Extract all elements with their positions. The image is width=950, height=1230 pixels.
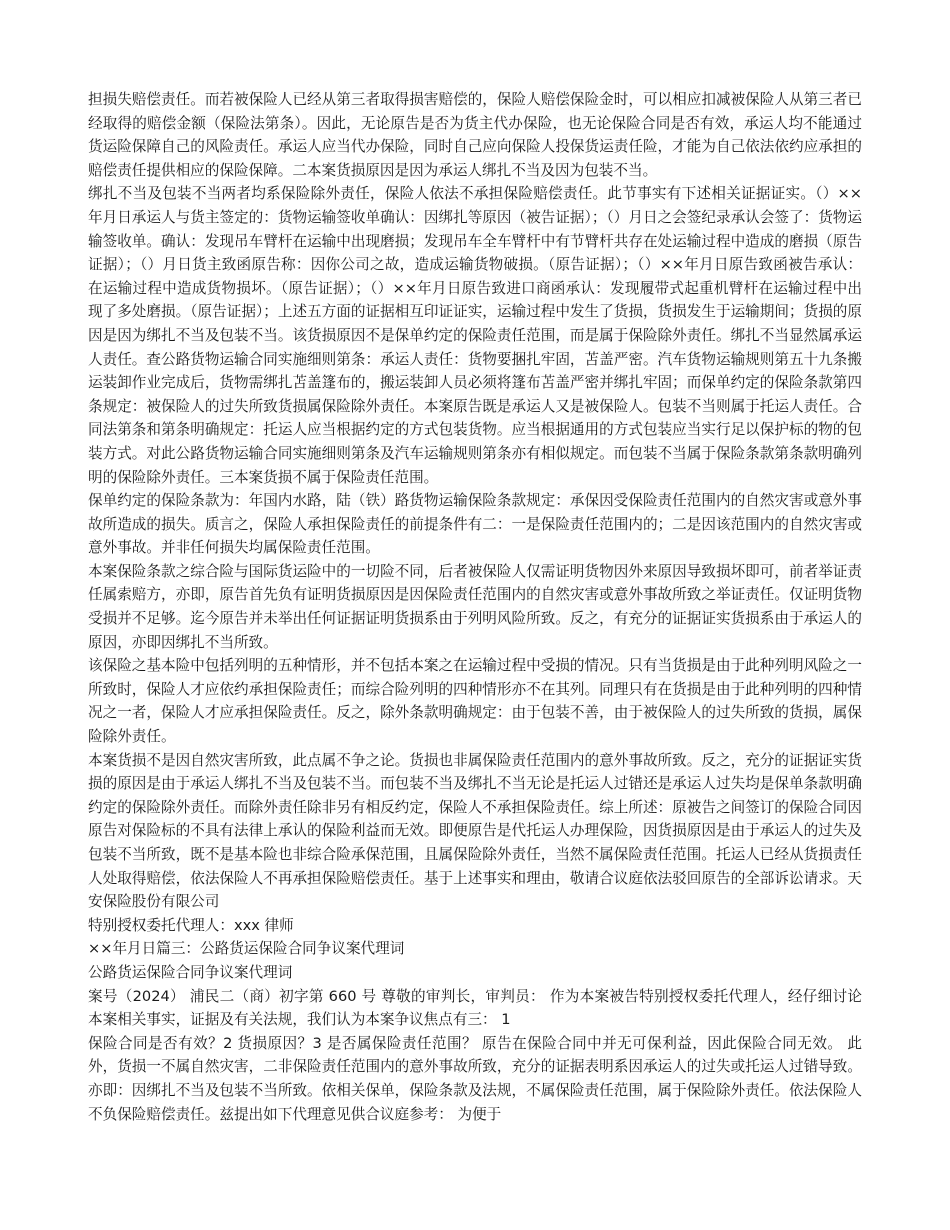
paragraph: 本案保险条款之综合险与国际货运险中的一切险不同，后者被保险人仅需证明货物因外来原因导致损坏即可，前者举证责任属索赔方，亦即，原告首先负有证明货损原因是因保险责任范围内的自然灾害或意外事故所致之举证责任。仅证明货物受损并不足够。迄今原告并未举出任何证据证明货损系由于列明风险所致。反之，有充分的证据证实货损系由于承运人的原因，亦即因绑扎不当所致。 (88, 562, 862, 651)
paragraph: 案号（2024） 浦民二（商）初字第 660 号 尊敬的审判长，审判员： 作为本案被告特别授权委托代理人，经仔细讨论本案相关事实，证据及有关法规，我们认为本案争议焦点有三： 1 (88, 987, 862, 1029)
paragraph: 保险合同是否有效？2 货损原因？3 是否属保险责任范围？ 原告在保险合同中并无可保利益，因此保险合同无效。 此外，货损一不属自然灾害，二非保险责任范围内的意外事故所致，充分的证据表明系因承运人的过失或托运人过错导致。亦即：因绑扎不当及包装不当所致。依相关保单，保险条款及法规，不属保险责任范围，属于保险除外责任。依法保险人不负保险赔偿责任。兹提出如下代理意见供合议庭参考： 为便于 (88, 1034, 862, 1123)
section-heading: ××年月日篇三：公路货运保险合同争议案代理词 (88, 940, 405, 958)
paragraph: 保单约定的保险条款为：年国内水路，陆（铁）路货物运输保险条款规定：承保因受保险责任范围内的自然灾害或意外事故所造成的损失。质言之，保险人承担保险责任的前提条件有二：一是保险责任范围内的；二是因该范围内的自然灾害或意外事故。并非任何损失均属保险责任范围。 (88, 492, 862, 557)
document-body (88, 88, 862, 1126)
paragraph: 本案货损不是因自然灾害所致，此点属不争之论。货损也非属保险责任范围内的意外事故所致。反之，充分的证据证实货损的原因是由于承运人绑扎不当及包装不当。而包装不当及绑扎不当无论是托运人过错还是承运人过失均是保单条款明确约定的保险除外责任。而除外责任除非另有相反约定，保险人不承担保险责任。综上所述：原被告之间签订的保险合同因原告对保险标的不具有法律上承认的保险利益而无效。即便原告是代托运人办理保险，因货损原因是由于承运人的过失及包装不当所致，既不是基本险也非综合险承保范围，且属保险除外责任，当然不属保险责任范围。托运人已经从货损责任人处取得赔偿，依法保险人不再承担保险赔偿责任。基于上述事实和理由，敬请合议庭依法驳回原告的全部诉讼请求。天安保险股份有限公司 (88, 751, 862, 911)
paragraph: 绑扎不当及包装不当两者均系保险除外责任，保险人依法不承担保险赔偿责任。此节事实有下述相关证据证实。（）××年月日承运人与货主签定的：货物运输签收单确认：因绑扎等原因（被告证据）；（）月日之会签纪录承认会签了：货物运输签收单。确认：发现吊车臂杆在运输中出现磨损；发现吊车全车臂杆中有节臂杆共存在处运输过程中造成的磨损（原告证据）；（）月日货主致函原告称：因你公司之故，造成运输货物破损。（原告证据）；（）××年月日原告致函被告承认：在运输过程中造成货物损坏。（原告证据）；（）××年月日原告致进口商函承认：发现履带式起重机臂杆在运输过程中出现了多处磨损。（原告证据）；上述五方面的证据相互印证证实，运输过程中发生了货损，货损发生于运输期间；货损的原因是因为绑扎不当及包装不当。该货损原因不是保单约定的保险责任范围，而是属于保险除外责任。绑扎不当显然属承运人责任。查公路货物运输合同实施细则第条：承运人责任：货物要捆扎牢固，苫盖严密。汽车货物运输规则第五十九条搬运装卸作业完成后，货物需绑扎苫盖篷布的，搬运装卸人员必须将篷布苫盖严密并绑扎牢固；而保单约定的保险条款第四条规定：被保险人的过失所致货损属保险除外责任。本案原告既是承运人又是被保险人。包装不当则属于托运人责任。合同法第条和第条明确规定：托运人应当根据约定的方式包装货物。应当根据通用的方式包装应当实行足以保护标的物的包装方式。对此公路货物运输合同实施细则第条及汽车运输规则第条亦有相似规定。而包装不当属于保险条款第条款明确列明的保险除外责任。三本案货损不属于保险责任范围。 (88, 185, 862, 486)
paragraph: 担损失赔偿责任。而若被保险人已经从第三者取得损害赔偿的，保险人赔偿保险金时，可以相应扣减被保险人从第三者已经取得的赔偿金额（保险法第条）。因此，无论原告是否为货主代办保险，也无论保险合同是否有效，承运人均不能通过货运险保障自己的风险责任。承运人应当代办保险，同时自己应向保险人投保货运责任险，才能为自己依法依约应承担的赔偿责任提供相应的保险保障。二本案货损原因是因为承运人绑扎不当及因为包装不当。 (88, 91, 862, 179)
signature-line: 特别授权委托代理人：xxx 律师 (88, 916, 294, 934)
document-title: 公路货运保险合同争议案代理词 (88, 963, 293, 981)
paragraph: 该保险之基本险中包括列明的五种情形，并不包括本案之在运输过程中受损的情况。只有当货损是由于此种列明风险之一所致时，保险人才应依约承担保险责任；而综合险列明的四种情形亦不在其列。同理只有在货损是由于此种列明的四种情况之一者，保险人才应承担保险责任。反之，除外条款明确规定：由于包装不善，由于被保险人的过失所致的货损，属保险除外责任。 (88, 657, 862, 746)
